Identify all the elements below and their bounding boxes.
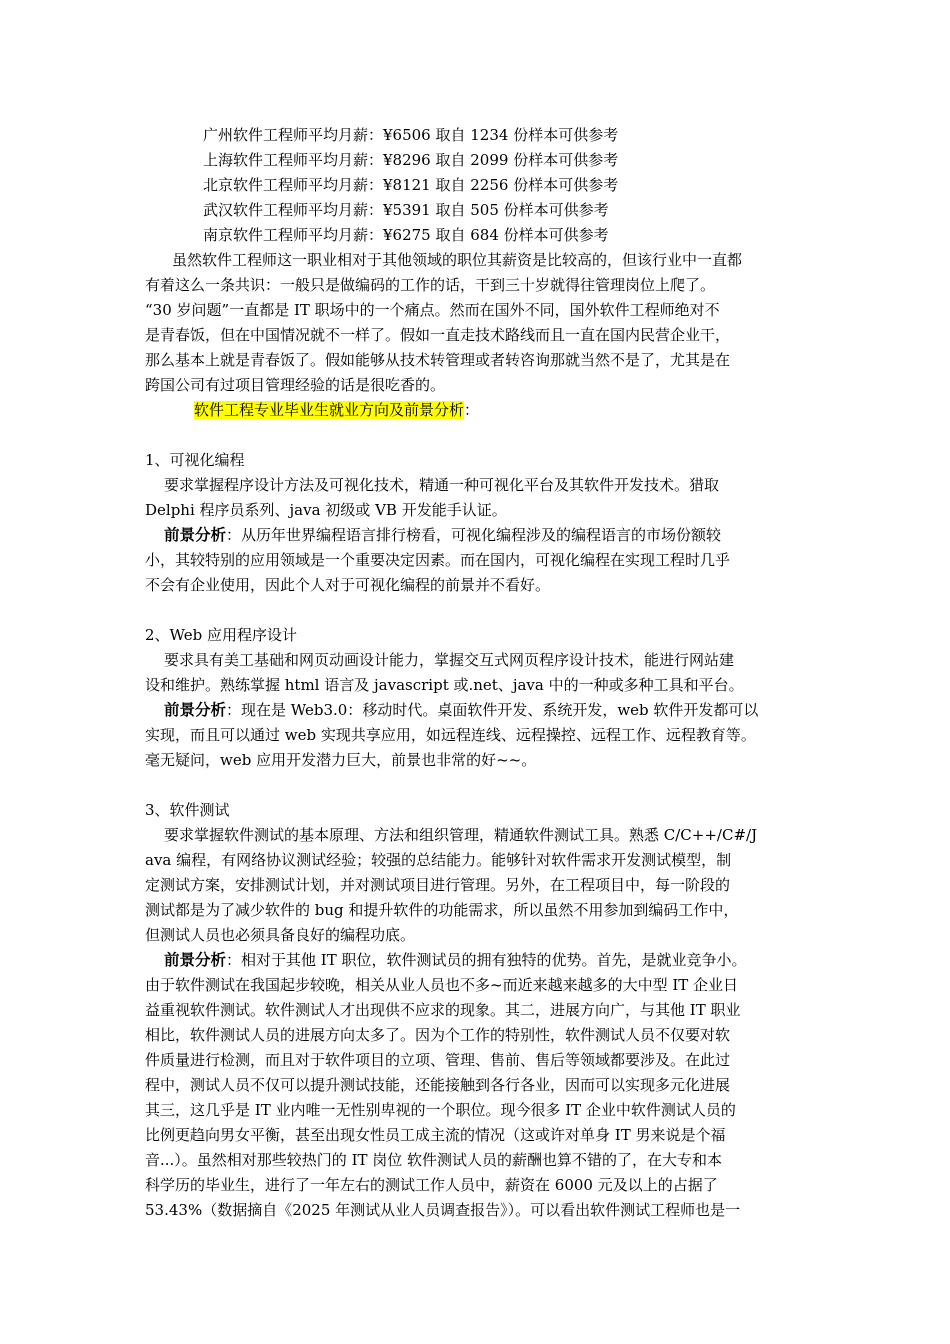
prospect-line [164, 948, 834, 973]
prospect-line: 件质量进行检测，而且对于软件项目的立项、管理、售前、售后等领域都要涉及。在此过 [145, 1051, 731, 1069]
salary-line: 上海软件工程师平均月薪：¥8296 取自 2099 份样本可供参考 [203, 151, 619, 169]
prospect-label: 前景分析 [164, 701, 227, 719]
intro-line: 虽然软件工程师这一职业相对于其他领域的职位其薪资是比较高的，但该行业中一直都 [172, 251, 743, 269]
prospect-label: 前景分析 [164, 951, 227, 969]
prospect-label: 前景分析 [164, 526, 227, 544]
prospect-text: ：现在是 Web3.0：移动时代。桌面软件开发、系统开发，web 软件开发都可以 [226, 701, 759, 719]
prospect-line: 益重视软件测试。软件测试人才出现供不应求的现象。其二，进展方向广，与其他 IT 职业 [145, 1001, 741, 1019]
intro-line: 那么基本上就是青春饭了。假如能够从技术转管理或者转咨询那就当然不是了，尤其是在 [145, 351, 731, 369]
salary-line: 广州软件工程师平均月薪：¥6506 取自 1234 份样本可供参考 [203, 126, 619, 144]
prospect-text: ：从历年世界编程语言排行榜看，可视化编程涉及的编程语言的市场份额较 [226, 526, 722, 544]
requirement-line: Delphi 程序员系列、java 初级或 VB 开发能手认证。 [145, 501, 507, 519]
prospect-line: 音...）。虽然相对那些较热门的 IT 岗位 软件测试人员的薪酬也算不错的了，在大专和本 [145, 1151, 723, 1169]
intro-line: “30 岁问题”一直都是 IT 职场中的一个痛点。然而在国外不同，国外软件工程师绝对不 [145, 301, 720, 319]
heading-colon: ： [464, 401, 480, 419]
prospect-line: 相比，软件测试人员的进展方向太多了。因为个工作的特别性，软件测试人员不仅要对软 [145, 1026, 731, 1044]
prospect-line [164, 698, 834, 723]
prospect-line: 毫无疑问，web 应用开发潜力巨大，前景也非常的好~~。 [145, 751, 537, 769]
salary-line: 武汉软件工程师平均月薪：¥5391 取自 505 份样本可供参考 [203, 201, 609, 219]
requirement-line: 要求掌握软件测试的基本原理、方法和组织管理，精通软件测试工具。熟悉 C/C++/C#/J [164, 826, 758, 844]
prospect-text: ：相对于其他 IT 职位，软件测试员的拥有独特的优势。首先，是就业竞争小。 [226, 951, 747, 969]
highlighted-heading [194, 398, 864, 423]
prospect-line: 科学历的毕业生，进行了一年左右的测试工作人员中，薪资在 6000 元及以上的占据了 [145, 1176, 718, 1194]
salary-line: 北京软件工程师平均月薪：¥8121 取自 2256 份样本可供参考 [203, 176, 619, 194]
prospect-line: 比例更趋向男女平衡，甚至出现女性员工成主流的情况（这或许对单身 IT 男来说是个福 [145, 1126, 726, 1144]
requirement-line: 测试都是为了减少软件的 bug 和提升软件的功能需求，所以虽然不用参加到编码工作中， [145, 901, 739, 919]
intro-line: 跨国公司有过项目管理经验的话是很吃香的。 [145, 376, 446, 394]
section-title: 1、可视化编程 [145, 451, 245, 469]
prospect-line: 小，其较特别的应用领域是一个重要决定因素。而在国内，可视化编程在实现工程时几乎 [145, 551, 731, 569]
requirement-line: 定测试方案，安排测试计划，并对测试项目进行管理。另外，在工程项目中，每一阶段的 [145, 876, 731, 894]
prospect-line: 其三，这几乎是 IT 业内唯一无性别卑视的一个职位。现今很多 IT 企业中软件测试人员的 [145, 1101, 736, 1119]
prospect-line: 由于软件测试在我国起步较晚，相关从业人员也不多~而近来越来越多的大中型 IT 企业日 [145, 976, 739, 994]
requirement-line: 但测试人员也必须具备良好的编程功底。 [145, 926, 416, 944]
requirement-line: 设和维护。熟练掌握 html 语言及 javascript 或.net、java 中的一种或多种工具和平台。 [145, 676, 744, 694]
section-title: 2、Web 应用程序设计 [145, 626, 297, 644]
requirement-line: ava 编程，有网络协议测试经验；较强的总结能力。能够针对软件需求开发测试模型，制 [145, 851, 732, 869]
salary-line: 南京软件工程师平均月薪：¥6275 取自 684 份样本可供参考 [203, 226, 609, 244]
prospect-line: 程中，测试人员不仅可以提升测试技能，还能接触到各行各业，因而可以实现多元化进展 [145, 1076, 731, 1094]
prospect-line: 实现，而且可以通过 web 实现共享应用，如远程连线、远程操控、远程工作、远程教育等。 [145, 726, 756, 744]
heading-highlight-text: 软件工程专业毕业生就业方向及前景分析 [194, 401, 465, 419]
prospect-line: 53.43%（数据摘自《2025 年测试从业人员调查报告》）。可以看出软件测试工程师也是一 [145, 1201, 741, 1219]
requirement-line: 要求具有美工基础和网页动画设计能力，掌握交互式网页程序设计技术，能进行网站建 [164, 651, 735, 669]
prospect-line [164, 523, 834, 548]
requirement-line: 要求掌握程序设计方法及可视化技术，精通一种可视化平台及其软件开发技术。猎取 [164, 476, 720, 494]
intro-line: 是青春饭，但在中国情况就不一样了。假如一直走技术路线而且一直在国内民营企业干， [145, 326, 731, 344]
intro-line: 有着这么一条共识：一般只是做编码的工作的话，干到三十岁就得往管理岗位上爬了。 [145, 276, 716, 294]
section-title: 3、软件测试 [145, 801, 230, 819]
prospect-line: 不会有企业使用，因此个人对于可视化编程的前景并不看好。 [145, 576, 551, 594]
